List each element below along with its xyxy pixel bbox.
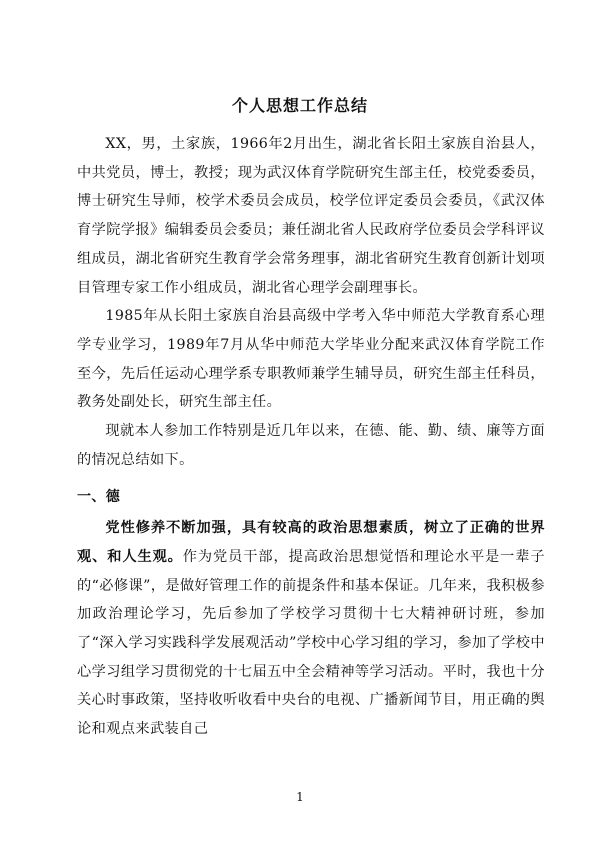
paragraph-career: 1985年从长阳土家族自治县高级中学考入华中师范大学教育系心理学专业学习，1989年7月从华中师范大学毕业分配来武汉体育学院工作至今，先后任运动心理学系专职教师兼学生辅导员，研究生部主任科员，教务处副处长，研究生部主任。: [77, 308, 545, 411]
paragraph-section-virtue: [77, 514, 545, 744]
document-title: 个人思想工作总结: [231, 96, 368, 115]
section-body-text: 作为党员干部，提高政治思想觉悟和理论水平是一辈子的“必修课”，是做好管理工作的前提条件和基本保证。几年来，我积极参加政治理论学习，先后参加了学校学习贯彻十七大精神研讨班，参加了“深入学习实践科学发展观活动”学校中心学习组的学习，参加了学校中心学习组学习贯彻党的十七届五中全会精神等学习活动。平时，我也十分关心时事政策，坚持收听收看中央台的电视、广播新闻节目，用正确的舆论和观点来武装自己: [77, 548, 545, 738]
section-lead-sentence: 党性修养不断加强，具有较高的政治思想素质，树立了正确的世界观、和人生观。: [77, 520, 545, 565]
section-heading: 一、德: [77, 489, 121, 506]
page-number: 1: [296, 790, 304, 804]
paragraph-bio: XX，男，土家族，1966年2月出生，湖北省长阳土家族自治县人，中共党员，博士，教授；现为武汉体育学院研究生部主任，校党委委员，博士研究生导师，校学术委员会成员，校学位评定委员会委员，《武汉体育学院学报》编辑委员会委员；兼任湖北省人民政府学位委员会学科评议组成员，湖北省研究生教育学会常务理事，湖北省研究生教育创新计划项目管理专家工作小组成员，湖北省心理学会副理事长。: [77, 136, 545, 296]
paragraph-intro: 现就本人参加工作特别是近几年以来，在德、能、勤、绩、廉等方面的情况总结如下。: [77, 423, 545, 468]
document-body: [77, 130, 545, 744]
